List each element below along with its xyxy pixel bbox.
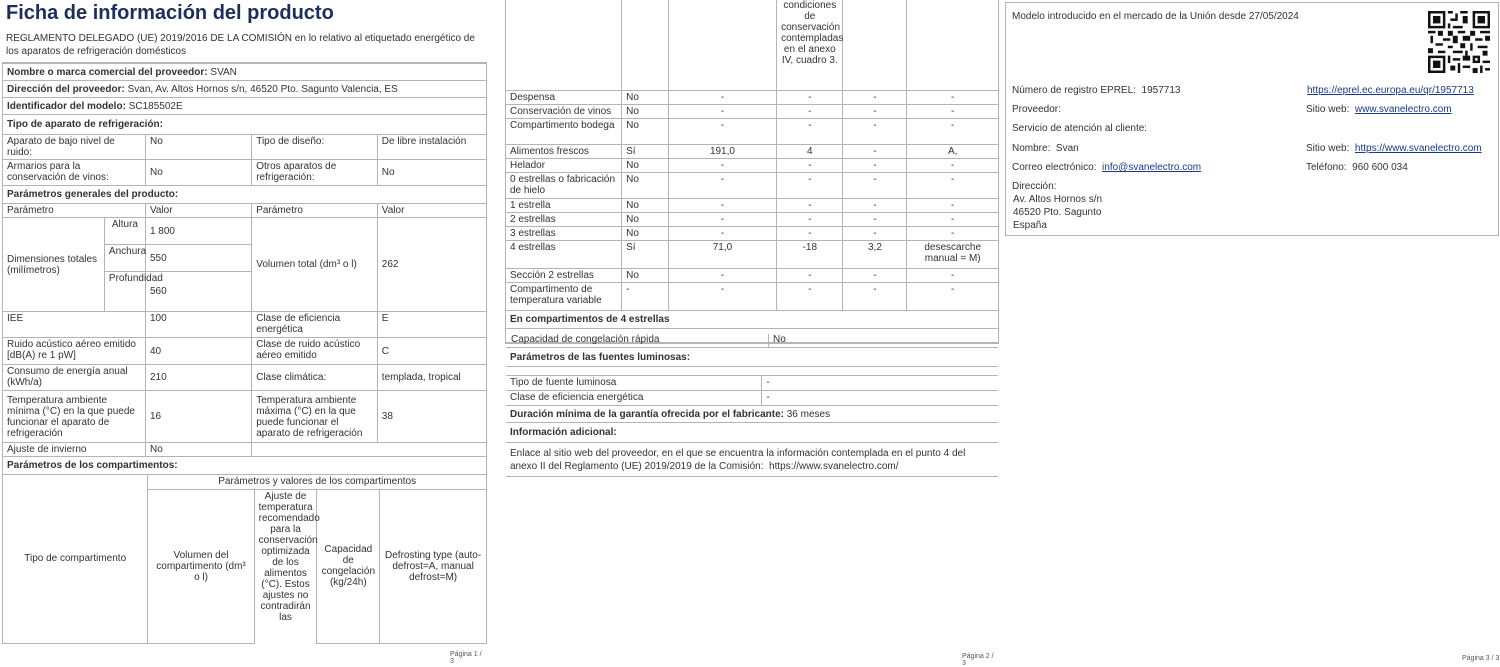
cell-temp: -: [777, 212, 843, 226]
iee-label: IEE: [3, 312, 145, 338]
light-type-label: Tipo de fuente luminosa: [506, 376, 762, 391]
additional-heading: Información adicional:: [506, 423, 998, 443]
cell-name: 3 estrellas: [506, 226, 622, 240]
light-heading: Parámetros de las fuentes luminosas:: [506, 348, 998, 367]
comp-temp-header: Ajuste de temperatura recomendado para la conservación optimizada de los alimentos (°C). Estos ajustes no contradirán las: [254, 489, 317, 643]
wine-label: Armarios para la conservación de vinos:: [3, 160, 145, 186]
cell-present: No: [622, 172, 669, 198]
cell-vol: -: [668, 212, 776, 226]
cell-def: A,: [907, 144, 998, 158]
cell-present: No: [622, 212, 669, 226]
width-value: 550: [145, 245, 251, 272]
cell-cap: -: [843, 158, 907, 172]
cell-temp: -: [777, 198, 843, 212]
cell-cap: -: [843, 144, 907, 158]
cell-cap: -: [843, 282, 907, 310]
cell-cap: -: [843, 226, 907, 240]
cell-name: Despensa: [506, 90, 622, 104]
empty-cell: [907, 0, 998, 90]
cell-temp: -: [777, 118, 843, 144]
cell-vol: -: [668, 282, 776, 310]
comp-heading: Parámetros de los compartimentos:: [3, 457, 486, 475]
cell-def: -: [907, 282, 998, 310]
web2-row: Sitio web: https://www.svanelectro.com: [1306, 143, 1482, 154]
low-noise-label: Aparato de bajo nivel de ruido:: [3, 135, 145, 160]
empty-cell: [622, 0, 669, 90]
winter-label: Ajuste de invierno: [3, 443, 145, 457]
fast-freeze-label: Capacidad de congelación rápida: [511, 334, 660, 345]
cell-name: Alimentos frescos: [506, 144, 622, 158]
min-temp-label: Temperatura ambiente mínima (°C) en la que puede funcionar el aparato de refrigeración: [3, 391, 145, 443]
eff-class-label: Clase de eficiencia energética: [252, 312, 378, 338]
cell-name: Helador: [506, 158, 622, 172]
cell-def: -: [907, 104, 998, 118]
cell-def: -: [907, 268, 998, 282]
cell-vol: 191,0: [668, 144, 776, 158]
comp-capacity-header: Capacidad de congelación (kg/24h): [317, 489, 380, 643]
cell-vol: -: [668, 118, 776, 144]
cell-present: No: [622, 226, 669, 240]
table-row: [506, 212, 998, 226]
other-value: No: [377, 160, 486, 186]
width-label: Anchura: [104, 245, 145, 272]
max-temp-label: Temperatura ambiente máxima (°C) en la que puede funcionar el aparato de refrigeración: [252, 391, 378, 443]
table-row: [506, 158, 998, 172]
depth-value: 560: [145, 272, 251, 312]
cell-name: Conservación de vinos: [506, 104, 622, 118]
type-heading: Tipo de aparato de refrigeración:: [3, 115, 486, 135]
noise-class-label: Clase de ruido acústico aéreo emitido: [252, 338, 378, 365]
cell-name: Sección 2 estrellas: [506, 268, 622, 282]
min-temp-value: 16: [145, 391, 251, 443]
cell-cap: 3,2: [843, 240, 907, 268]
address-line2: 46520 Pto. Sagunto: [1013, 207, 1102, 218]
eprel-link[interactable]: https://eprel.ec.europa.eu/qr/1957713: [1307, 85, 1474, 96]
page-3-info: [1005, 2, 1499, 236]
service-label: Servicio de atención al cliente:: [1012, 123, 1148, 134]
cell-present: No: [622, 90, 669, 104]
low-noise-value: No: [145, 135, 251, 160]
name-row: Nombre: Svan: [1012, 143, 1079, 154]
table-row: [506, 118, 998, 144]
cell-name: 4 estrellas: [506, 240, 622, 268]
table-row: [506, 226, 998, 240]
additional-text: Enlace al sitio web del proveedor, en el que se encuentra la información contemplada en el punto 4 del anexo II del Reglamento (UE) 2019/2019 de la Comisión: https://www.svanelectro.com/: [506, 443, 998, 477]
cell-def: -: [907, 172, 998, 198]
spacer: [506, 367, 998, 376]
page-title: Ficha de información del producto: [6, 2, 334, 24]
four-star-heading: En compartimentos de 4 estrellas: [506, 310, 998, 328]
product-table: [2, 62, 487, 644]
cell-present: No: [622, 268, 669, 282]
eprel-row: Número de registro EPREL: 1957713: [1012, 85, 1181, 96]
cell-present: No: [622, 198, 669, 212]
cell-temp: -: [777, 268, 843, 282]
cell-cap: -: [843, 212, 907, 226]
page-number: Página 2 / 3: [962, 653, 994, 667]
cell-present: No: [622, 158, 669, 172]
cell-cap: -: [843, 198, 907, 212]
table-row: [506, 240, 998, 268]
cell-def: -: [907, 226, 998, 240]
energy-label: Consumo de energía anual (kWh/a): [3, 365, 145, 391]
cell-def: -: [907, 198, 998, 212]
warranty-row: Duración mínima de la garantía ofrecida por el fabricante: 36 meses: [506, 406, 998, 423]
cell-vol: -: [668, 226, 776, 240]
cell-vol: 71,0: [668, 240, 776, 268]
phone-row: Teléfono: 960 600 034: [1306, 162, 1408, 173]
comp-defrost-header: Defrosting type (auto-defrost=A, manual defrost=M): [380, 489, 486, 643]
cell-name: Compartimento bodega: [506, 118, 622, 144]
cell-temp: -: [777, 282, 843, 310]
cell-temp: -: [777, 172, 843, 198]
col-param: Parámetro: [3, 204, 145, 218]
temp-header-cont: condiciones de conservación contempladas en el anexo IV, cuadro 3.: [777, 0, 843, 90]
light-class-label: Clase de eficiencia energética: [506, 391, 762, 406]
cell-vol: -: [668, 198, 776, 212]
cell-def: -: [907, 158, 998, 172]
fast-freeze-value: No: [768, 334, 786, 348]
model-row: Identificador del modelo: SC185502E: [3, 98, 486, 115]
table-row: [506, 104, 998, 118]
climate-label: Clase climática:: [252, 365, 378, 391]
table-row: [506, 172, 998, 198]
design-label: Tipo de diseño:: [252, 135, 378, 160]
qr-code-icon[interactable]: [1428, 11, 1490, 73]
cell-vol: -: [668, 158, 776, 172]
noise-value: 40: [145, 338, 251, 365]
web-row: Sitio web: www.svanelectro.com: [1306, 104, 1452, 115]
cell-def: -: [907, 212, 998, 226]
cell-temp: -: [777, 158, 843, 172]
market-date: Modelo introducido en el mercado de la Unión desde 27/05/2024: [1012, 11, 1299, 22]
cell-temp: -: [777, 90, 843, 104]
cell-present: -: [622, 282, 669, 310]
noise-label: Ruido acústico aéreo emitido [dB(A) re 1 pW]: [3, 338, 145, 365]
cell-cap: -: [843, 104, 907, 118]
cell-temp: -: [777, 104, 843, 118]
col-value: Valor: [145, 204, 251, 218]
cell-def: desescarche manual = M): [907, 240, 998, 268]
table-row: [506, 198, 998, 212]
iee-value: 100: [145, 312, 251, 338]
cell-vol: -: [668, 268, 776, 282]
supplier-row: Nombre o marca comercial del proveedor: SVAN: [3, 64, 486, 81]
cell-temp: -: [777, 226, 843, 240]
depth-label: Profundidad: [104, 272, 145, 312]
supplier-link[interactable]: https://www.svanelectro.com/: [769, 460, 899, 472]
address-line1: Av. Altos Hornos s/n: [1013, 194, 1103, 205]
cell-name: Compartimento de temperatura variable: [506, 282, 622, 310]
volume-label: Volumen total (dm³ o l): [252, 218, 378, 312]
address-row: Dirección del proveedor: Svan, Av. Altos Hornos s/n, 46520 Pto. Sagunto Valencia, ES: [3, 81, 486, 98]
compartments-table: [505, 0, 999, 472]
winter-value: No: [145, 443, 251, 457]
cell-name: 0 estrellas o fabricación de hielo: [506, 172, 622, 198]
cell-vol: -: [668, 172, 776, 198]
comp-type-header: Tipo de compartimento: [3, 475, 148, 643]
noise-class-value: C: [377, 338, 486, 365]
empty-cell: [252, 443, 486, 457]
table-row: [506, 282, 998, 310]
cell-name: 2 estrellas: [506, 212, 622, 226]
comp-group-header: Parámetros y valores de los compartimentos: [148, 475, 486, 489]
table-row: [506, 144, 998, 158]
web2-link[interactable]: https://www.svanelectro.com: [1354, 143, 1482, 154]
col-param2: Parámetro: [252, 204, 378, 218]
empty-cell: [668, 0, 776, 90]
table-row: [506, 90, 998, 104]
cell-temp: -18: [777, 240, 843, 268]
page-2: [505, 0, 999, 667]
cell-present: No: [622, 118, 669, 144]
other-label: Otros aparatos de refrigeración:: [252, 160, 378, 186]
cell-cap: -: [843, 118, 907, 144]
cell-present: No: [622, 104, 669, 118]
cell-temp: 4: [777, 144, 843, 158]
max-temp-value: 38: [377, 391, 486, 443]
light-type-value: -: [762, 376, 998, 391]
empty-cell: [843, 0, 907, 90]
cell-name: 1 estrella: [506, 198, 622, 212]
height-label: Altura: [104, 218, 145, 245]
energy-value: 210: [145, 365, 251, 391]
design-value: De libre instalación: [377, 135, 486, 160]
table-row: [506, 268, 998, 282]
wine-value: No: [145, 160, 251, 186]
volume-value: 262: [377, 218, 486, 312]
dims-label: Dimensiones totales (milímetros): [3, 218, 104, 312]
cell-present: Sí: [622, 144, 669, 158]
cell-vol: -: [668, 90, 776, 104]
light-class-value: -: [762, 391, 998, 406]
cell-vol: -: [668, 104, 776, 118]
cell-present: Sí: [622, 240, 669, 268]
address-label: Dirección:: [1012, 181, 1057, 192]
cell-cap: -: [843, 268, 907, 282]
web-link[interactable]: www.svanelectro.com: [1354, 104, 1452, 115]
page-1: [0, 0, 486, 665]
general-heading: Parámetros generales del producto:: [3, 186, 486, 204]
email-row: Correo electrónico: info@svanelectro.com: [1012, 162, 1202, 173]
height-value: 1 800: [145, 218, 251, 245]
comp-volume-header: Volumen del compartimento (dm³ o l): [148, 489, 254, 643]
empty-cell: [506, 0, 622, 90]
col-value2: Valor: [377, 204, 486, 218]
email-link[interactable]: info@svanelectro.com: [1102, 162, 1202, 173]
cell-def: -: [907, 90, 998, 104]
eff-class-value: E: [377, 312, 486, 338]
compartment-rows: [506, 90, 998, 310]
address-line3: España: [1013, 220, 1047, 231]
supplier-label: Proveedor:: [1012, 104, 1061, 115]
regulation-text: REGLAMENTO DELEGADO (UE) 2019/2016 DE LA COMISIÓN en lo relativo al etiquetado energético de los aparatos de refrigeración domésticos: [6, 33, 475, 57]
page-number: Página 1 / 3: [450, 651, 482, 665]
cell-def: -: [907, 118, 998, 144]
spacer: [777, 328, 998, 342]
climate-value: templada, tropical: [377, 365, 486, 391]
page-number-3: Página 3 / 3: [1462, 655, 1500, 662]
cell-cap: -: [843, 90, 907, 104]
cell-cap: -: [843, 172, 907, 198]
